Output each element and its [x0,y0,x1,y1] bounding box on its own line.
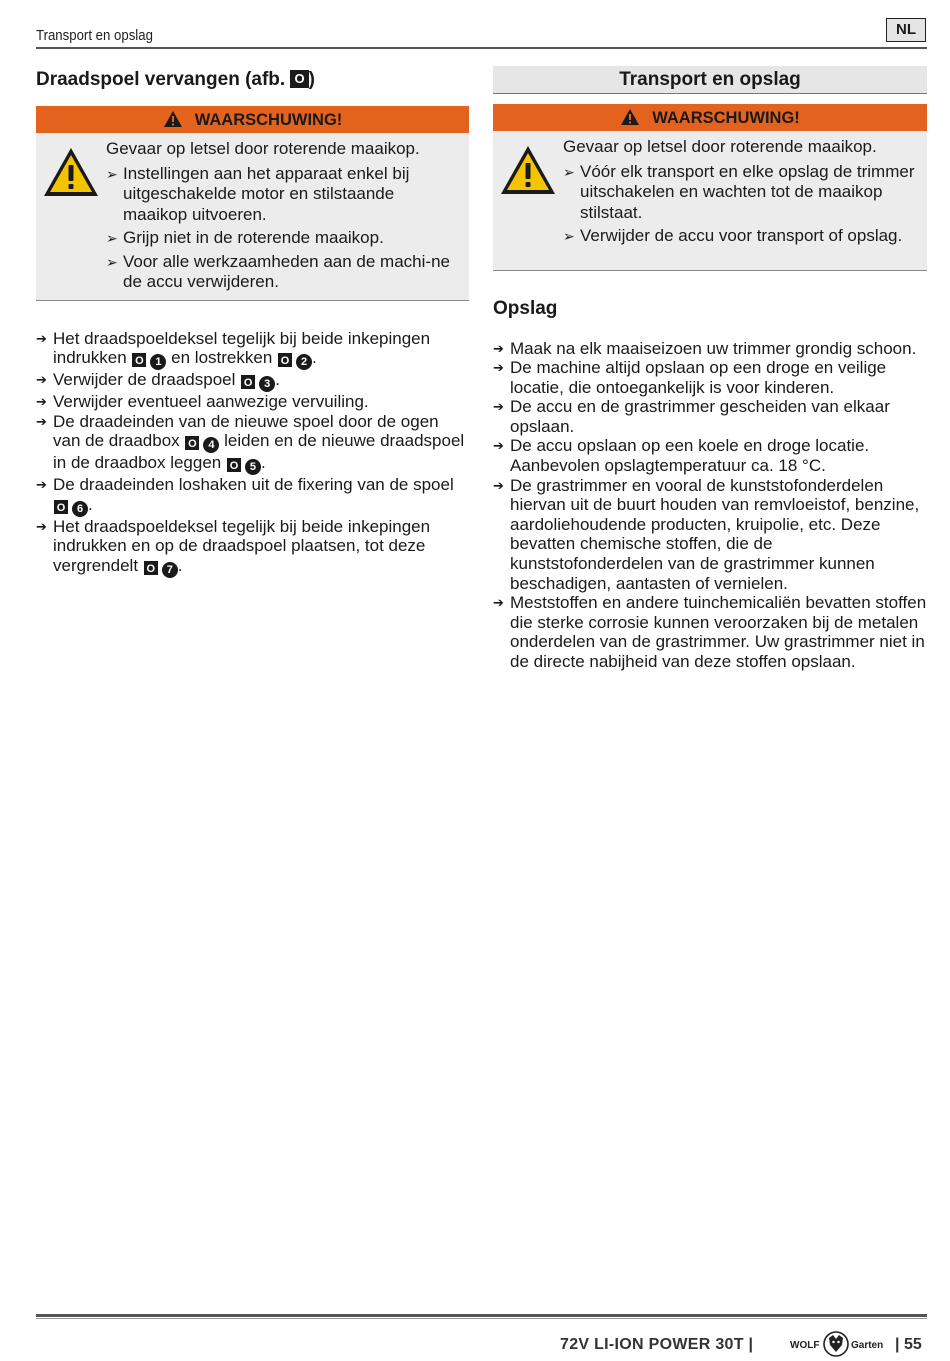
warning-lead: Gevaar op letsel door roterende maaikop. [106,139,420,158]
step-number-badge: 2 [296,354,312,370]
instruction-step [36,412,469,476]
warning-bar [36,106,469,133]
page-number-value: 55 [903,1336,922,1353]
step-text: . [88,494,93,514]
warning-sign-icon [42,146,100,198]
warning-sign-icon [499,144,557,196]
warning-label: WAARSCHUWING! [652,109,800,127]
step-number-badge: 6 [72,501,88,517]
section-heading-transport: Transport en opslag [493,66,927,94]
step-text: Verwijder de draadspoel [53,370,241,390]
step-text: . [177,556,183,576]
left-column [36,66,469,578]
instruction-step: ➔ De accu opslaan op een koele en droge locatie. Aanbevolen opslagtemperatuur ca. 18 °C. [493,436,927,475]
warning-body [36,133,469,301]
footer-rule-thin [36,1318,927,1319]
step-text: . [312,348,317,368]
warning-label: WAARSCHUWING! [194,111,343,129]
instruction-step: ➔ De machine altijd opslaan op een droge en veilige locatie, die ontoegankelijk is voor kinderen. [493,358,927,397]
warning-bullet: ➢ Verwijder de accu voor transport of opslag. [563,226,917,247]
warning-triangle-icon [163,110,183,128]
warning-triangle-icon [620,108,640,126]
page-separator: | [895,1336,900,1353]
step-text: Het draadspoeldeksel tegelijk bij beide inkepingen indrukken en op de draadspoel plaatsen, tot deze vergrendelt [53,516,431,576]
step-number-badge: 7 [162,562,178,578]
heading-text: Draadspoel vervangen (afb. [36,69,291,90]
step-number-badge: 4 [203,437,219,453]
instruction-step: ➔ De accu en de grastrimmer gescheiden van elkaar opslaan. [493,397,927,436]
step-text: Verwijder eventueel aanwezige vervuiling. [53,392,369,412]
figure-ref-box: O [185,436,199,450]
step-text: leiden en de nieuwe draadspoel in de draadbox leggen [53,431,465,473]
instruction-step [36,475,469,517]
instruction-list-left [36,329,469,579]
step-number-badge: 1 [150,354,166,370]
step-text: . [260,453,266,473]
section-heading-draadspoel [36,69,469,96]
subheading-opslag: Opslag [493,297,558,319]
footer-model-name: 72V LI-ION POWER 30T | [560,1336,754,1353]
step-number-badge: 5 [245,459,261,475]
warning-lead: Gevaar op letsel door roterende maaikop. [563,137,877,156]
figure-ref-box: O [241,375,255,389]
instruction-step [36,517,469,578]
figure-ref-box: O [144,561,158,575]
step-text: en lostrekken [166,348,277,368]
instruction-step [36,370,469,392]
brand-logo [790,1330,888,1358]
instruction-step: ➔ De grastrimmer en vooral de kunststofonderdelen hiervan uit de buurt houden van remvloeistof, benzine, aardoliehoudende producten, kruipolie, etc. Deze bevatten chemische stoffen, die de kunststofonderdelen van de grastrimmer kunnen beschadigen, aantasten of vernielen. [493,476,927,594]
step-number-badge: 3 [259,376,275,392]
figure-ref-box: O [54,500,68,514]
instruction-step: ➔ Meststoffen en andere tuinchemicaliën bevatten stoffen die sterke corrosie kunnen veroorzaken bij de metalen onderdelen van de grastrimmer. Uw grastrimmer niet in de directe nabijheid van deze stoffen opslaan. [493,593,927,671]
header-rule [36,47,927,49]
figure-ref-box: O [290,70,308,88]
step-text: Het draadspoeldeksel tegelijk bij beide inkepingen indrukken [53,328,431,368]
warning-block-right [493,104,927,271]
brand-logo-right-text: Garten [851,1340,884,1351]
warning-bullet: ➢ Vóór elk transport en elke opslag de trimmer uitschakelen en wachten tot de maaikop stilstaat. [563,162,917,224]
step-text: De draadeinden van de nieuwe spoel door de ogen van de draadbox [53,411,439,451]
figure-ref-box: O [132,353,146,367]
instruction-list-right [493,339,927,672]
running-head-title: Transport en opslag [36,27,153,44]
warning-bar [493,104,927,131]
step-text: . [275,370,280,390]
heading-close: ) [308,69,315,90]
page-number [895,1336,922,1354]
brand-logo-left-text: WOLF [790,1340,820,1351]
instruction-step: ➔ Maak na elk maaiseizoen uw trimmer grondig schoon. [493,339,927,359]
figure-ref-box: O [278,353,292,367]
figure-ref-box: O [227,458,241,472]
language-badge: NL [886,18,926,42]
warning-block-left [36,106,469,301]
wolf-head-icon [823,1331,849,1357]
step-text: De draadeinden loshaken uit de fixering van de spoel [53,475,454,495]
instruction-step [36,392,469,412]
warning-body [493,131,927,271]
warning-bullet: ➢ Grijp niet in de roterende maaikop. [106,228,459,249]
warning-bullet: ➢ Voor alle werkzaamheden aan de machi-ne de accu verwijderen. [106,252,459,293]
right-column [493,66,927,672]
instruction-step [36,329,469,371]
footer-rule [36,1314,927,1317]
warning-bullet: ➢ Instellingen aan het apparaat enkel bij uitgeschakelde motor en stilstaande maaikop uitvoeren. [106,164,459,226]
